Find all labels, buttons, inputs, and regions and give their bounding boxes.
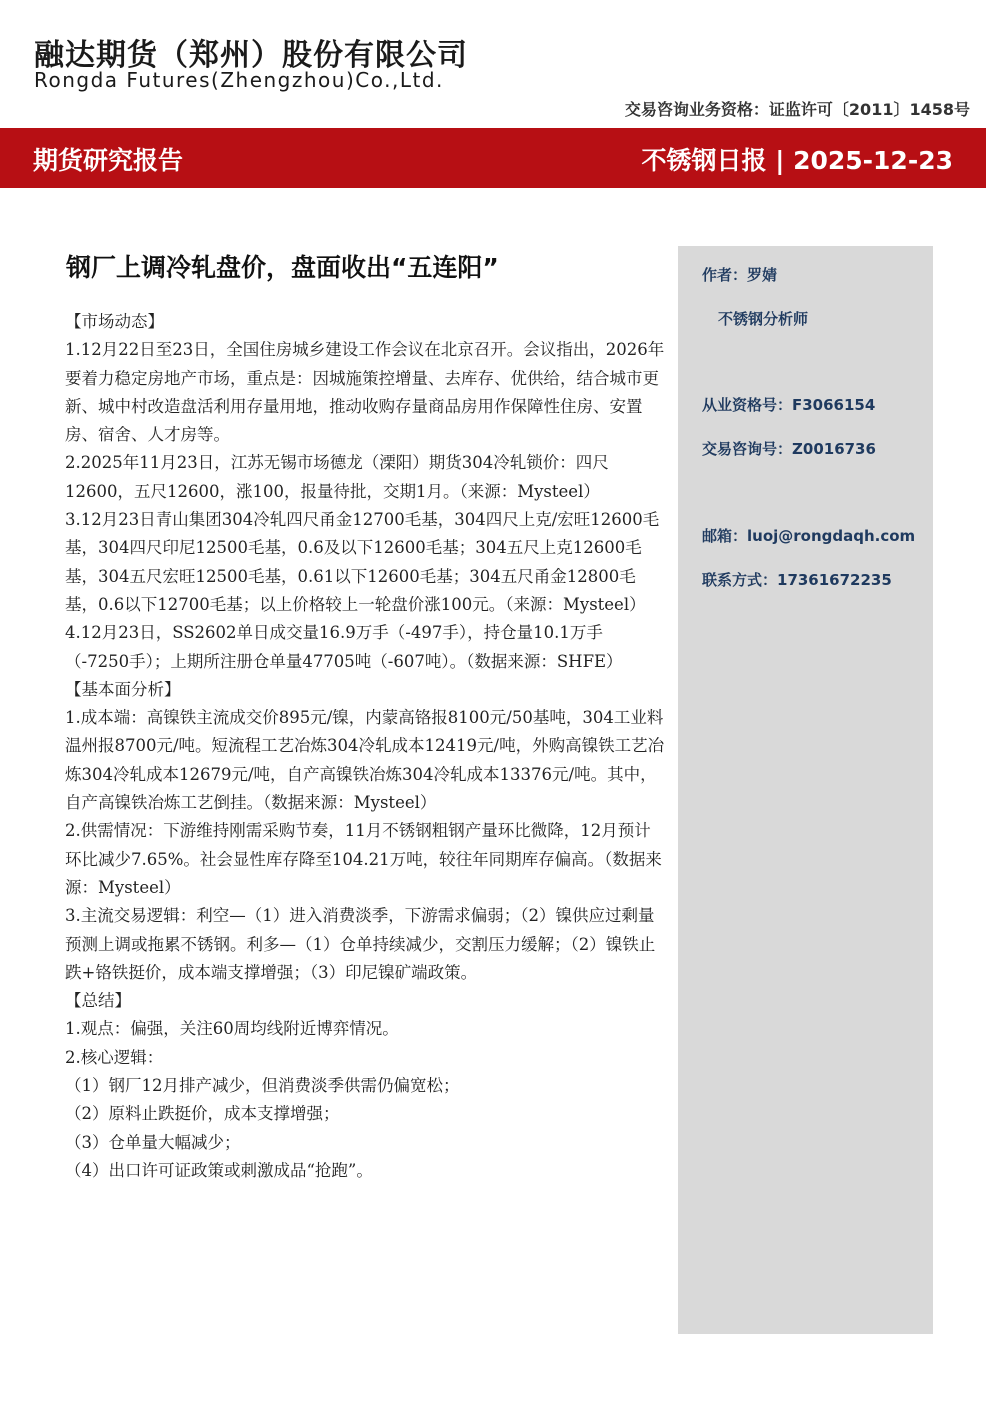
author-role: 不锈钢分析师	[718, 310, 809, 328]
author-consult-number: 交易咨询号：Z0016736	[702, 440, 876, 458]
author-license: 从业资格号：F3066154	[702, 396, 876, 414]
paragraph-market-2: 2.2025年11月23日，江苏无锡市场德龙（溧阳）期货304冷轧锁价：四尺12600，五尺12600，涨100，报量待批，交期1月。（来源：Mysteel）	[65, 453, 609, 501]
summary-logic-1: （1）钢厂12月排产减少，但消费淡季供需仍偏宽松；	[65, 1076, 460, 1096]
banner-report-type: 期货研究报告	[33, 146, 184, 175]
qualification-text: 交易咨询业务资格：证监许可〔2011〕1458号	[624, 100, 970, 119]
summary-logic-4: （4）出口许可证政策或刺激成品“抢跑”。	[65, 1160, 373, 1180]
report-body	[65, 308, 665, 1185]
paragraph-market-4: 4.12月23日，SS2602单日成交量16.9万手（-497手），持仓量10.1万手（-7250手）；上期所注册仓单量47705吨（-607吨）。（数据来源：SHFE）	[65, 623, 623, 671]
section-heading-market: 【市场动态】	[65, 312, 164, 331]
report-headline: 钢厂上调冷轧盘价，盘面收出“五连阳”	[66, 253, 499, 282]
author-email: 邮箱：luoj@rongdaqh.com	[702, 527, 916, 545]
paragraph-market-3: 3.12月23日青山集团304冷轧四尺甬金12700毛基，304四尺上克/宏旺12600毛基，304四尺印尼12500毛基，0.6及以下12600毛基；304五尺上克12600毛基，304五尺宏旺12500毛基，0.61以下12600毛基；304五尺甬金12800毛基，0.6以下12700毛基；以上价格较上一轮盘价涨100元。（来源：Mysteel）	[65, 510, 660, 614]
summary-logic-2: （2）原料止跌挺价，成本支撑增强；	[65, 1104, 340, 1124]
company-name-cn: 融达期货（郑州）股份有限公司	[34, 38, 468, 73]
author-phone: 联系方式：17361672235	[702, 571, 892, 589]
paragraph-fundamentals-2: 2.供需情况：下游维持刚需采购节奏，11月不锈钢粗钢产量环比微降，12月预计环比减少7.65%。社会显性库存降至104.21万吨，较往年同期库存偏高。（数据来源：Mysteel）	[65, 821, 662, 897]
paragraph-summary-1: 1.观点：偏强，关注60周均线附近博弈情况。	[65, 1019, 399, 1039]
author-sidebar	[678, 246, 933, 1334]
author-name: 作者：罗婧	[702, 266, 778, 284]
paragraph-fundamentals-1: 1.成本端：高镍铁主流成交价895元/镍，内蒙高铬报8100元/50基吨，304工业料温州报8700元/吨。短流程工艺冶炼304冷轧成本12419元/吨，外购高镍铁工艺冶炼304冷轧成本12679元/吨，自产高镍铁冶炼304冷轧成本13376元/吨。其中，自产高镍铁冶炼工艺倒挂。（数据来源：Mysteel）	[65, 708, 665, 813]
report-banner	[0, 128, 986, 188]
summary-logic-3: （3）仓单量大幅减少；	[65, 1132, 241, 1152]
company-name-en: Rongda Futures(Zhengzhou)Co.,Ltd.	[34, 68, 444, 92]
section-heading-summary: 【总结】	[65, 991, 131, 1011]
paragraph-market-1: 1.12月22日至23日，全国住房城乡建设工作会议在北京召开。会议指出，2026年要着力稳定房地产市场，重点是：因城施策控增量、去库存、优供给，结合城市更新、城中村改造盘活利用存量用地，推动收购存量商品房用作保障性住房、安置房、宿舍、人才房等。	[65, 340, 665, 445]
section-heading-fundamentals: 【基本面分析】	[65, 679, 181, 699]
paragraph-fundamentals-3: 3.主流交易逻辑：利空—（1）进入消费淡季，下游需求偏弱；（2）镍供应过剩量预测上调或拖累不锈钢。利多—（1）仓单持续减少，交割压力缓解；（2）镍铁止跌+铬铁挺价，成本端支撑增强；（3）印尼镍矿端政策。	[65, 906, 656, 982]
paragraph-summary-2: 2.核心逻辑：	[65, 1047, 164, 1067]
banner-report-title-date: 不锈钢日报 | 2025-12-23	[641, 146, 953, 175]
